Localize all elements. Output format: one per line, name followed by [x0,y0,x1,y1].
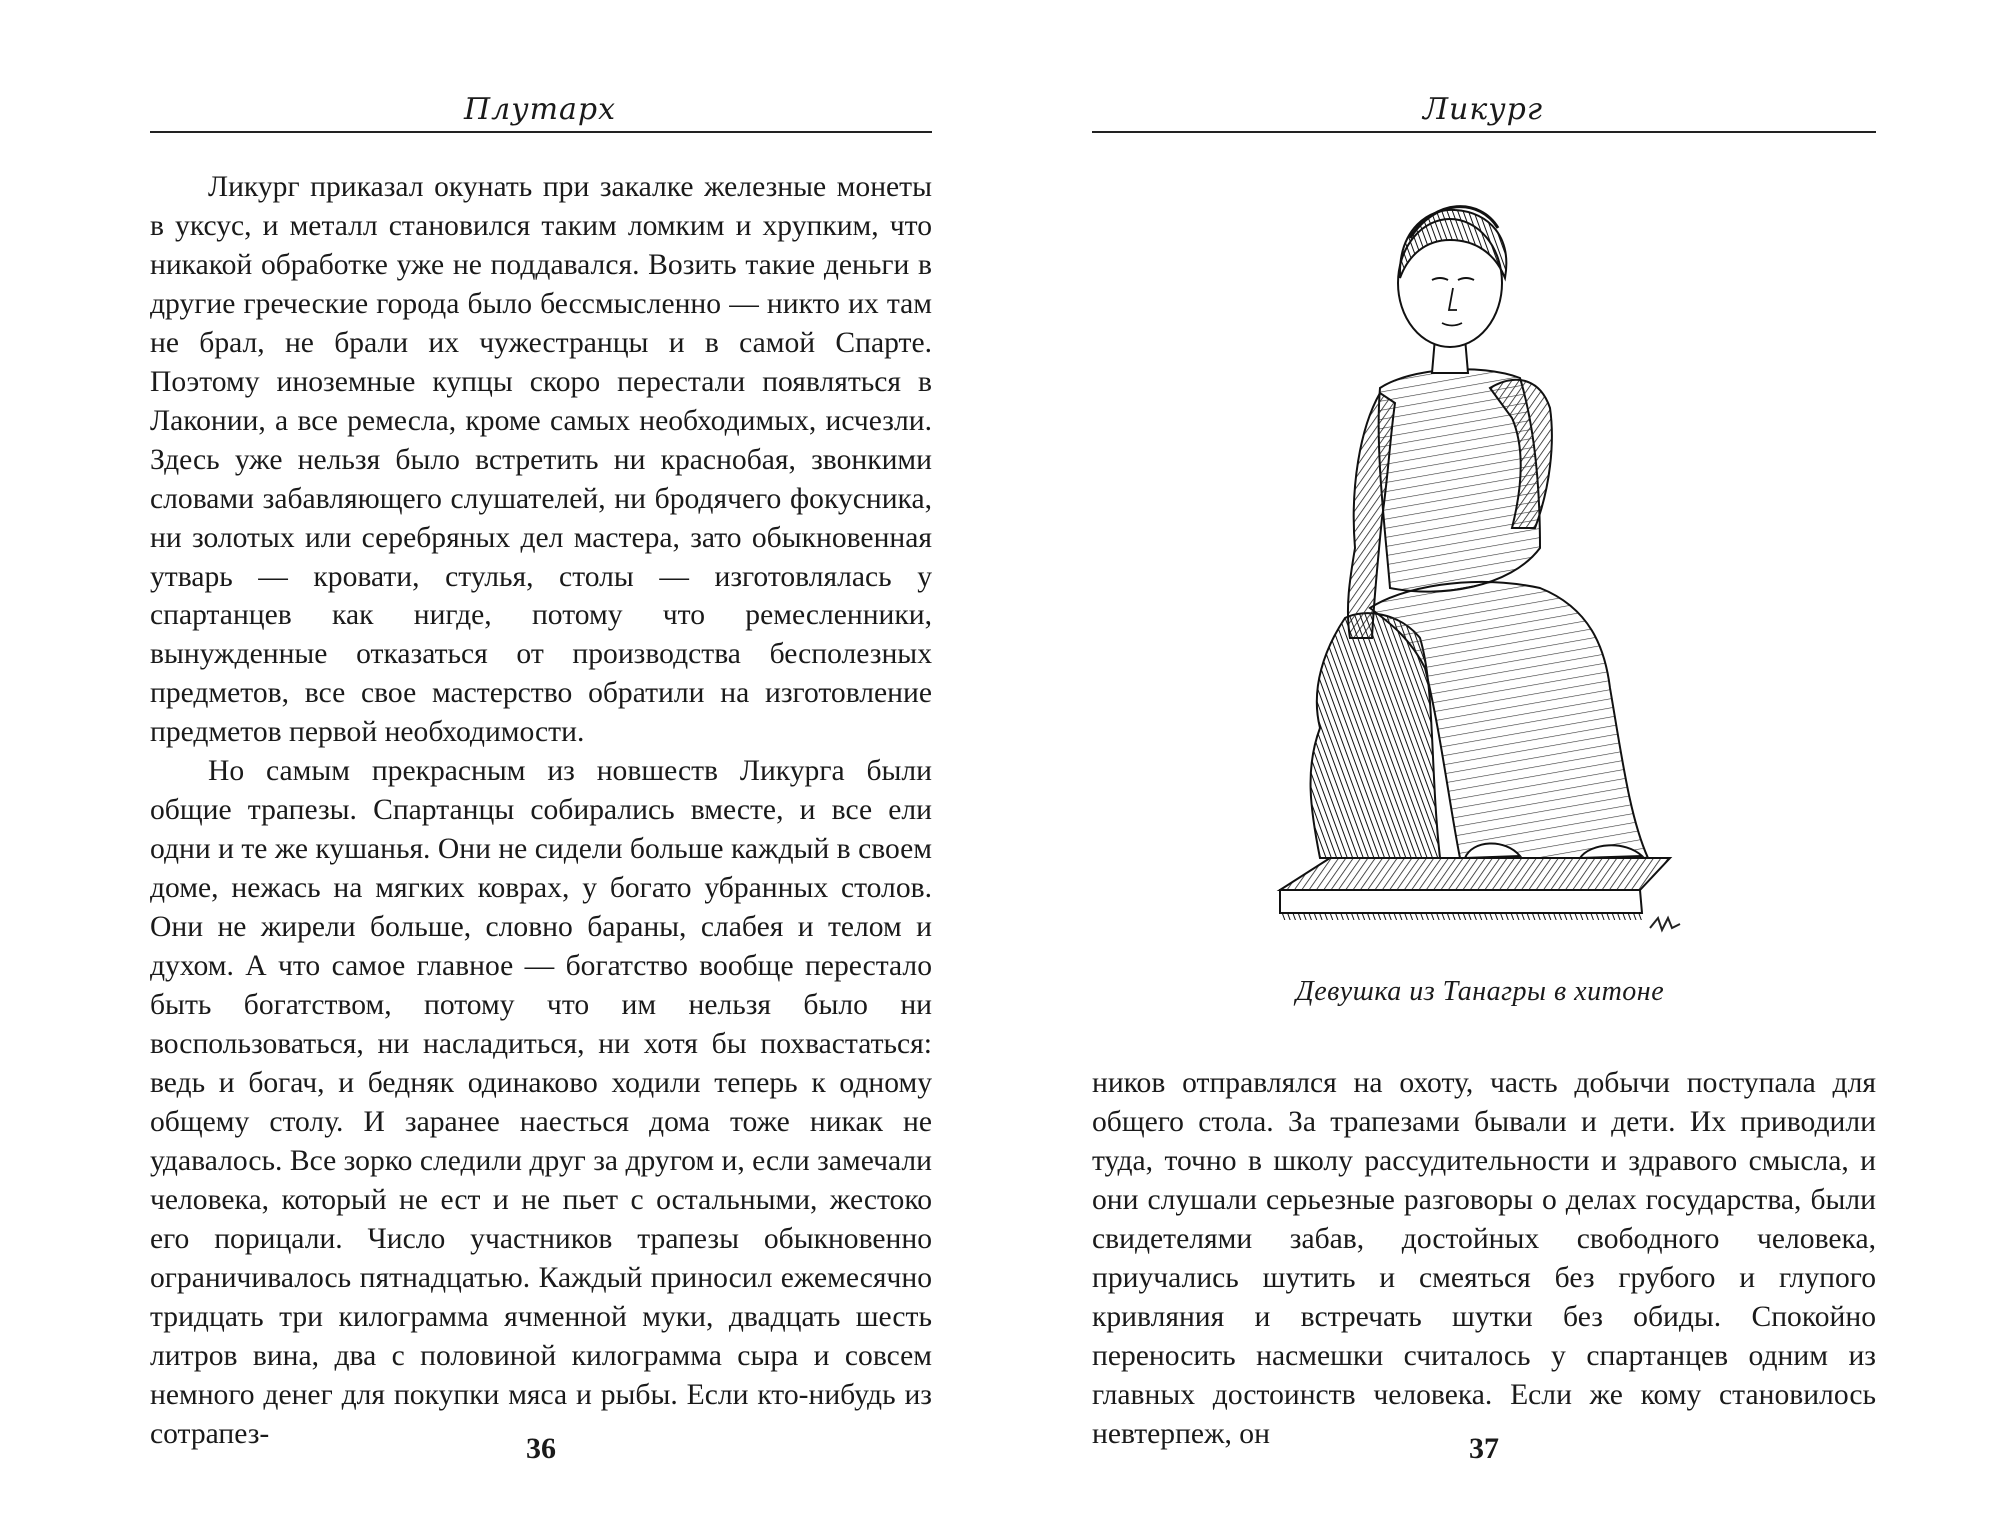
statue-illustration [1250,168,1690,968]
body-text-right [1092,1064,1876,1454]
page-number-right: 37 [1469,1432,1499,1465]
paragraph: Ликург приказал окунать при закалке железные монеты в уксус, и металл становился таким ломким и хрупким, что никакой обработке уже не поддавался. Возить такие деньги в другие греческие города было бессмысленно — никто их там не брал, не брали их чужестранцы и в самой Спарте. Поэтому иноземные купцы скоро перестали появляться в Лаконии, а все ремесла, кроме самых необходимых, исчезли. Здесь уже нельзя было встретить ни краснобая, звонкими словами забавляющего слушателей, ни бродячего фокусника, ни золотых или серебряных дел мастера, зато обыкновенная утварь — кровати, стулья, столы — изготовлялась у спартанцев как нигде, потому что ремесленники, вынужденные отказаться от производства бесполезных предметов, все свое мастерство обратили на изготовление предметов первой необходимости. [150,171,932,749]
figure-caption: Девушка из Танагры в хитоне [1295,976,1665,1007]
page-number-left: 36 [526,1432,556,1465]
running-head-left: Плутарх [463,92,617,127]
paragraph: Но самым прекрасным из новшеств Ликурга были общие трапезы. Спартанцы собирались вместе, и все ели одни и те же кушанья. Они не сидели больше каждый в своем доме, нежась на мягких коврах, у богато убранных столов. Они не жирели больше, словно бараны, слабея и телом и духом. А что самое главное — богатство вообще перестало быть богатством, потому что им нельзя было ни воспользоваться, ни насладиться, ни хотя бы похвастаться: ведь и богач, и бедняк одинаково ходили теперь к одному общему столу. И заранее наесться дома тоже никак не удавалось. Все зорко следили друг за другом и, если замечали человека, который не ест и не пьет с остальными, жестоко его порицали. Число участников трапезы обыкновенно ограничивалось пятнадцатью. Каждый приносил ежемесячно тридцать три килограмма ячменной муки, двадцать шесть литров вина, два с половиной килограмма сыра и совсем немного денег для покупки мяса и рыбы. Если кто-нибудь из сотрапез- [150,755,932,1450]
body-text-left [150,168,932,1453]
header-rule-left [150,131,932,133]
paragraph: ников отправлялся на охоту, часть добычи поступала для общего стола. За трапезами бывали и дети. Их приводили туда, точно в школу рассудительности и здравого смысла, и они слушали серьезные разговоры о делах государства, были свидетелями забав, достойных свободного человека, приучались шутить и смеяться без грубого и глупого кривляния и встречать шутки без обиды. Спокойно переносить насмешки считалось у спартанцев одним из главных достоинств человека. Если же кому становилось невтерпеж, он [1092,1067,1876,1450]
statue-icon [1250,168,1690,968]
header-rule-right [1092,131,1876,133]
running-head-right: Ликург [1422,92,1544,127]
